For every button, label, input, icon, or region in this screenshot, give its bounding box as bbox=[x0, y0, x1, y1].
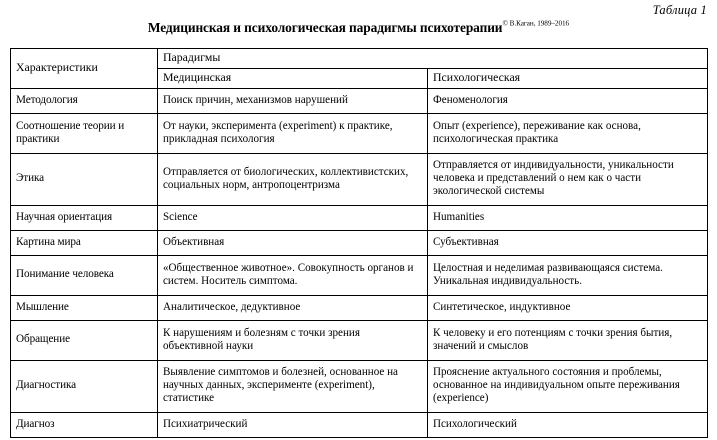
row-label: Мышление bbox=[11, 295, 158, 320]
cell-psychological: К человеку и его потенциям с точки зрения бытия, значений и смыслов bbox=[428, 320, 708, 360]
page-title: Медицинская и психологическая парадигмы психотерапии bbox=[147, 20, 503, 35]
row-label: Понимание человека bbox=[11, 255, 158, 295]
table-number-caption: Таблица 1 bbox=[652, 3, 707, 17]
cell-medical: Выявление симптомов и болезней, основанное на научных данных, эксперименте (experiment), статистике bbox=[158, 360, 428, 412]
cell-medical: Аналитическое, дедуктивное bbox=[158, 295, 428, 320]
header-medical: Медицинская bbox=[158, 68, 428, 88]
table-row bbox=[11, 230, 708, 255]
cell-medical: От науки, эксперимента (experiment) к практике, прикладная психология bbox=[158, 113, 428, 153]
row-label: Диагностика bbox=[11, 360, 158, 412]
row-label: Соотношение теории и практики bbox=[11, 113, 158, 153]
row-label: Научная ориентация bbox=[11, 205, 158, 230]
header-characteristics: Характеристики bbox=[11, 49, 158, 89]
cell-psychological: Субъективная bbox=[428, 230, 708, 255]
cell-psychological: Синтетическое, индуктивное bbox=[428, 295, 708, 320]
cell-medical: Психиатрический bbox=[158, 412, 428, 437]
row-label: Картина мира bbox=[11, 230, 158, 255]
cell-psychological: Прояснение актуального состояния и проблемы, основанное на индивидуальном опыте переживания (experience) bbox=[428, 360, 708, 412]
title-copyright-credit: © В.Каган, 1989–2016 bbox=[502, 19, 570, 28]
table-row bbox=[11, 295, 708, 320]
cell-psychological: Humanities bbox=[428, 205, 708, 230]
table-row bbox=[11, 360, 708, 412]
table-header-row-1 bbox=[11, 49, 708, 69]
table-body bbox=[11, 88, 708, 437]
cell-psychological: Целостная и неделимая развивающаяся система. Уникальная индивидуальность. bbox=[428, 255, 708, 295]
cell-medical: Отправляется от биологических, коллективистских, социальных норм, антропоцентризма bbox=[158, 153, 428, 205]
cell-psychological: Феноменология bbox=[428, 88, 708, 113]
row-label: Методология bbox=[11, 88, 158, 113]
header-psychological: Психологическая bbox=[428, 68, 708, 88]
paradigms-table bbox=[10, 48, 708, 438]
cell-psychological: Опыт (experience), переживание как основа, психологическая практика bbox=[428, 113, 708, 153]
cell-medical: К нарушениям и болезням с точки зрения объективной науки bbox=[158, 320, 428, 360]
cell-medical: Объективная bbox=[158, 230, 428, 255]
row-label: Диагноз bbox=[11, 412, 158, 437]
cell-medical: «Общественное животное». Совокупность органов и систем. Носитель симптома. bbox=[158, 255, 428, 295]
table-row bbox=[11, 255, 708, 295]
cell-psychological: Психологический bbox=[428, 412, 708, 437]
table-row bbox=[11, 88, 708, 113]
row-label: Этика bbox=[11, 153, 158, 205]
table-row bbox=[11, 113, 708, 153]
table-row bbox=[11, 320, 708, 360]
cell-medical: Поиск причин, механизмов нарушений bbox=[158, 88, 428, 113]
table-row bbox=[11, 412, 708, 437]
row-label: Обращение bbox=[11, 320, 158, 360]
table-row bbox=[11, 205, 708, 230]
table-head bbox=[11, 49, 708, 89]
header-paradigms-group: Парадигмы bbox=[158, 49, 708, 69]
cell-medical: Science bbox=[158, 205, 428, 230]
cell-psychological: Отправляется от индивидуальности, уникальности человека и представлений о нем как о части экологической системы bbox=[428, 153, 708, 205]
title-block bbox=[0, 19, 717, 37]
table-row bbox=[11, 153, 708, 205]
